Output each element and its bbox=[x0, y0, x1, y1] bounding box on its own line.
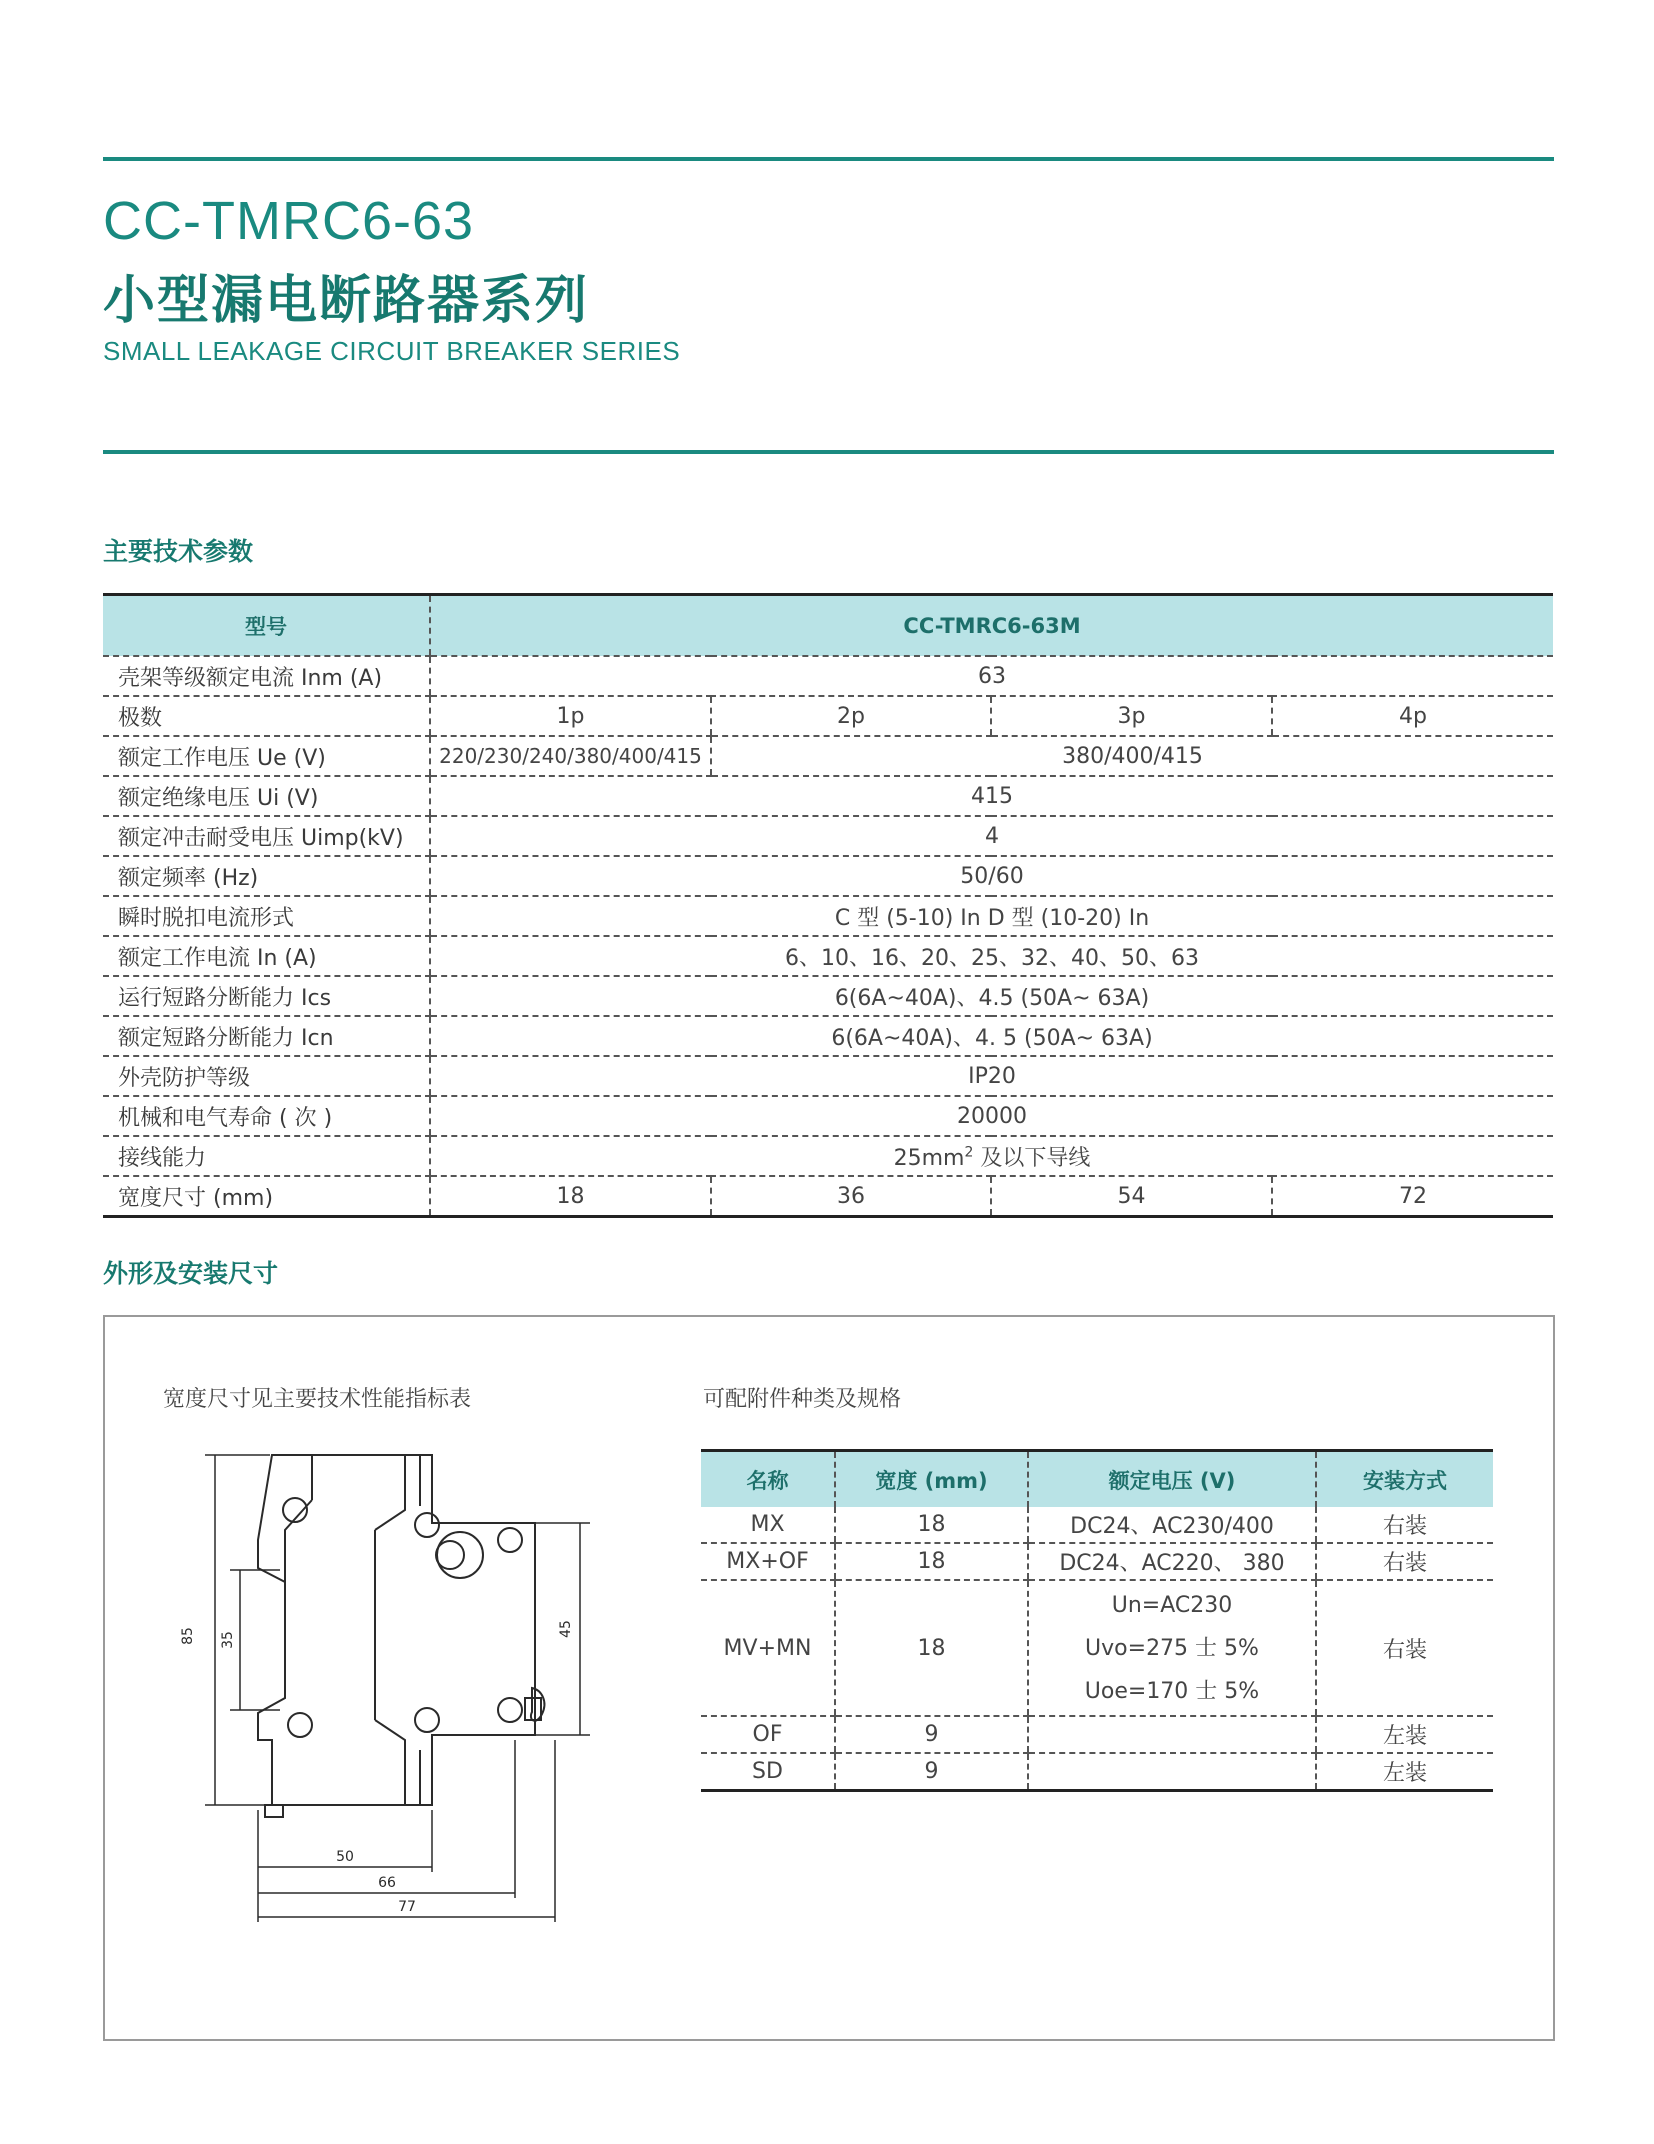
row-label: 额定频率 (Hz) bbox=[103, 856, 430, 896]
knob-inner-circle bbox=[436, 1541, 464, 1569]
spec-header-label: 型号 bbox=[103, 595, 430, 657]
acc-cell-name: MV+MN bbox=[701, 1580, 835, 1716]
row-value: 415 bbox=[430, 776, 1553, 816]
row-value: 36 bbox=[711, 1176, 991, 1217]
acc-cell-voltage: DC24、AC220、 380 bbox=[1028, 1543, 1316, 1580]
row-value: 4p bbox=[1272, 696, 1553, 736]
row-value: 6(6A~40A)、4. 5 (50A~ 63A) bbox=[430, 1016, 1553, 1056]
row-label: 额定工作电流 In (A) bbox=[103, 936, 430, 976]
acc-cell-voltage bbox=[1028, 1716, 1316, 1753]
series-title-en: SMALL LEAKAGE CIRCUIT BREAKER SERIES bbox=[103, 336, 681, 366]
dim-77: 77 bbox=[398, 1899, 416, 1915]
row-label: 外壳防护等级 bbox=[103, 1056, 430, 1096]
row-value: 6(6A~40A)、4.5 (50A~ 63A) bbox=[430, 976, 1553, 1016]
acc-header-voltage: 额定电压 (V) bbox=[1028, 1451, 1316, 1508]
voltage-line: Uoe=170 士 5% bbox=[1084, 1678, 1260, 1704]
dimensions-caption: 宽度尺寸见主要技术性能指标表 bbox=[163, 1387, 472, 1412]
acc-cell-voltage: DC24、AC230/400 bbox=[1028, 1507, 1316, 1543]
table-row bbox=[103, 1096, 1553, 1136]
row-label: 接线能力 bbox=[103, 1136, 430, 1176]
row-value: 18 bbox=[430, 1176, 711, 1217]
acc-cell-width: 18 bbox=[835, 1507, 1028, 1543]
acc-header-name: 名称 bbox=[701, 1451, 835, 1508]
row-value bbox=[430, 1136, 1553, 1176]
screw-circle bbox=[415, 1708, 439, 1732]
top-rule bbox=[103, 157, 1554, 161]
dim-45: 45 bbox=[558, 1620, 574, 1638]
row-value: 20000 bbox=[430, 1096, 1553, 1136]
row-label: 宽度尺寸 (mm) bbox=[103, 1176, 430, 1217]
row-value: 4 bbox=[430, 816, 1553, 856]
table-row bbox=[701, 1507, 1493, 1543]
inner-line bbox=[375, 1720, 405, 1805]
acc-cell-name: OF bbox=[701, 1716, 835, 1753]
table-row bbox=[103, 1136, 1553, 1176]
table-row bbox=[701, 1753, 1493, 1791]
acc-cell-mount: 右装 bbox=[1316, 1543, 1493, 1580]
table-row bbox=[103, 816, 1553, 856]
screw-circle bbox=[498, 1698, 522, 1722]
row-value: 63 bbox=[430, 656, 1553, 696]
row-value: 380/400/415 bbox=[711, 736, 1553, 776]
header-bottom-rule bbox=[103, 450, 1554, 454]
voltage-line: Uvo=275 士 5% bbox=[1085, 1635, 1259, 1661]
table-row bbox=[103, 696, 1553, 736]
dimensions-section-title: 外形及安装尺寸 bbox=[103, 1259, 279, 1288]
row-label: 机械和电气寿命 ( 次 ) bbox=[103, 1096, 430, 1136]
acc-cell-width: 18 bbox=[835, 1580, 1028, 1716]
wiring-value-tail: 及以下导线 bbox=[973, 1145, 1091, 1171]
screw-circle bbox=[415, 1513, 439, 1537]
row-value: C 型 (5-10) In D 型 (10-20) In bbox=[430, 896, 1553, 936]
spec-header-model: CC-TMRC6-63M bbox=[430, 595, 1553, 657]
acc-cell-mount: 右装 bbox=[1316, 1507, 1493, 1543]
row-label: 运行短路分断能力 Ics bbox=[103, 976, 430, 1016]
table-row bbox=[103, 856, 1553, 896]
row-value: 72 bbox=[1272, 1176, 1553, 1217]
acc-cell-mount: 左装 bbox=[1316, 1716, 1493, 1753]
spec-header-row bbox=[103, 595, 1553, 657]
row-label: 瞬时脱扣电流形式 bbox=[103, 896, 430, 936]
breaker-outline-drawing bbox=[170, 1440, 630, 1960]
table-row bbox=[103, 736, 1553, 776]
specs-section-title: 主要技术参数 bbox=[103, 537, 254, 566]
acc-cell-name: SD bbox=[701, 1753, 835, 1791]
dim-50: 50 bbox=[336, 1849, 354, 1865]
spec-table bbox=[103, 593, 1553, 1218]
row-value: 54 bbox=[991, 1176, 1272, 1217]
acc-header-width: 宽度 (mm) bbox=[835, 1451, 1028, 1508]
clip-rect bbox=[265, 1805, 283, 1817]
voltage-line: Un=AC230 bbox=[1111, 1592, 1233, 1618]
acc-cell-name: MX+OF bbox=[701, 1543, 835, 1580]
acc-header-mount: 安装方式 bbox=[1316, 1451, 1493, 1508]
row-label: 额定工作电压 Ue (V) bbox=[103, 736, 430, 776]
breaker-body-outline bbox=[258, 1455, 535, 1805]
model-title: CC-TMRC6-63 bbox=[103, 191, 475, 251]
accessories-table bbox=[701, 1449, 1493, 1792]
row-value: 1p bbox=[430, 696, 711, 736]
table-row bbox=[701, 1580, 1493, 1716]
wiring-value-main: 25mm bbox=[893, 1145, 965, 1171]
accessories-caption: 可配附件种类及规格 bbox=[703, 1387, 902, 1412]
inner-line bbox=[285, 1500, 312, 1582]
screw-circle bbox=[288, 1713, 312, 1737]
table-row bbox=[103, 976, 1553, 1016]
row-label: 额定短路分断能力 Icn bbox=[103, 1016, 430, 1056]
table-row bbox=[103, 1056, 1553, 1096]
row-value: 6、10、16、20、25、32、40、50、63 bbox=[430, 936, 1553, 976]
row-label: 极数 bbox=[103, 696, 430, 736]
acc-cell-width: 18 bbox=[835, 1543, 1028, 1580]
knob-circle bbox=[437, 1532, 483, 1578]
wiring-value-sup: 2 bbox=[964, 1144, 974, 1161]
table-row bbox=[701, 1543, 1493, 1580]
acc-cell-voltage bbox=[1028, 1580, 1316, 1716]
row-value: IP20 bbox=[430, 1056, 1553, 1096]
dim-35: 35 bbox=[220, 1631, 236, 1649]
acc-cell-width: 9 bbox=[835, 1716, 1028, 1753]
dim-66: 66 bbox=[378, 1875, 396, 1891]
series-title-cn: 小型漏电断路器系列 bbox=[103, 271, 590, 331]
dim-85: 85 bbox=[180, 1627, 196, 1645]
row-label: 额定绝缘电压 Ui (V) bbox=[103, 776, 430, 816]
table-row bbox=[103, 936, 1553, 976]
row-label: 额定冲击耐受电压 Uimp(kV) bbox=[103, 816, 430, 856]
table-row bbox=[103, 896, 1553, 936]
table-row bbox=[103, 1176, 1553, 1217]
screw-circle bbox=[498, 1528, 522, 1552]
row-value: 2p bbox=[711, 696, 991, 736]
table-row bbox=[103, 776, 1553, 816]
acc-cell-mount: 左装 bbox=[1316, 1753, 1493, 1791]
accessories-header-row bbox=[701, 1451, 1493, 1508]
acc-cell-voltage bbox=[1028, 1753, 1316, 1791]
acc-cell-mount: 右装 bbox=[1316, 1580, 1493, 1716]
row-value: 50/60 bbox=[430, 856, 1553, 896]
row-label: 壳架等级额定电流 Inm (A) bbox=[103, 656, 430, 696]
row-value: 3p bbox=[991, 696, 1272, 736]
table-row bbox=[701, 1716, 1493, 1753]
acc-cell-width: 9 bbox=[835, 1753, 1028, 1791]
inner-line bbox=[375, 1455, 405, 1530]
test-button bbox=[531, 1688, 544, 1721]
table-row bbox=[103, 1016, 1553, 1056]
table-row bbox=[103, 656, 1553, 696]
acc-cell-name: MX bbox=[701, 1507, 835, 1543]
row-value: 220/230/240/380/400/415 bbox=[430, 736, 711, 776]
